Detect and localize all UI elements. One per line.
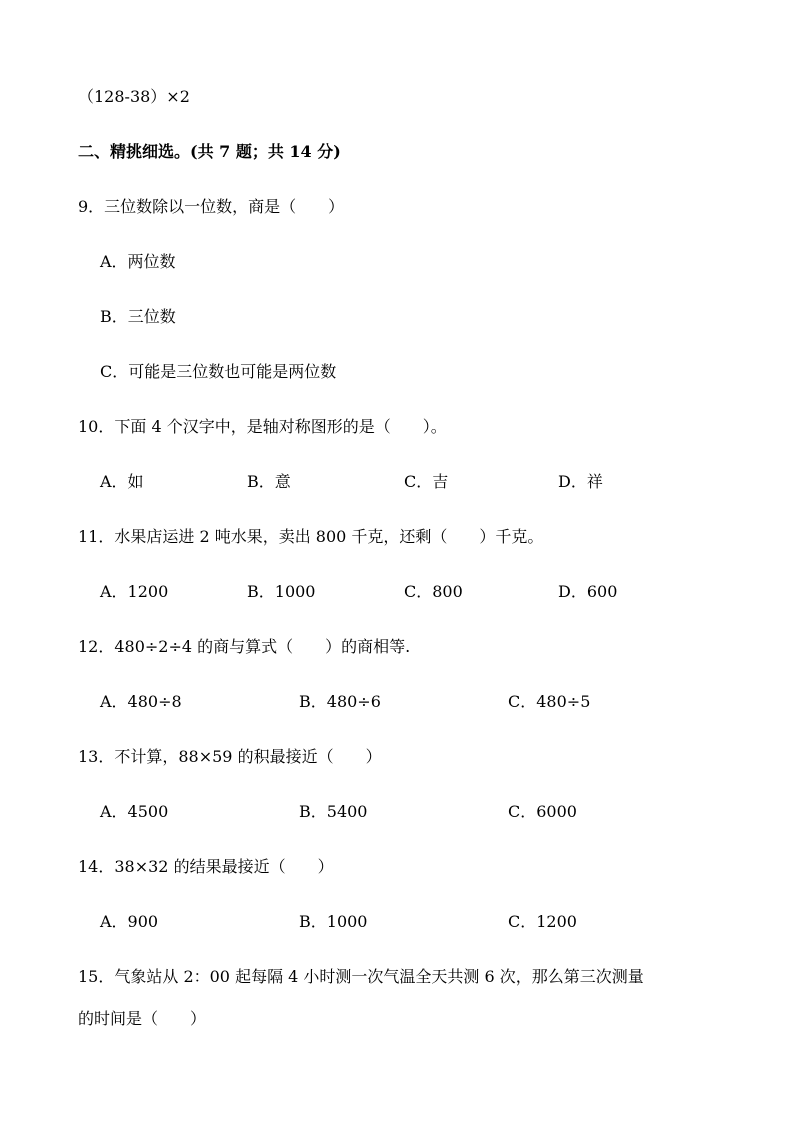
question-9-option-b[interactable]: B．三位数 — [100, 307, 176, 326]
question-10-option-a[interactable]: A．如 — [100, 472, 144, 491]
question-11-option-c[interactable]: C．800 — [404, 582, 463, 601]
question-12-stem: 12．480÷2÷4 的商与算式（ ）的商相等. — [78, 637, 411, 656]
question-13-option-b[interactable]: B．5400 — [299, 802, 368, 821]
question-9-option-a[interactable]: A．两位数 — [100, 252, 176, 271]
question-11-stem: 11．水果店运进 2 吨水果，卖出 800 千克，还剩（ ）千克。 — [78, 527, 544, 546]
question-12-option-a[interactable]: A．480÷8 — [100, 692, 182, 711]
question-10-stem: 10．下面 4 个汉字中，是轴对称图形的是（ ）。 — [78, 417, 447, 436]
question-11-option-a[interactable]: A．1200 — [100, 582, 169, 601]
previous-question-continuation: （128-38）×2 — [78, 87, 190, 106]
question-13-option-a[interactable]: A．4500 — [100, 802, 169, 821]
question-11-option-d[interactable]: D．600 — [558, 582, 618, 601]
question-11-option-b[interactable]: B．1000 — [247, 582, 316, 601]
question-10-option-d[interactable]: D．祥 — [558, 472, 603, 491]
question-10-option-b[interactable]: B．意 — [247, 472, 291, 491]
question-14-option-c[interactable]: C．1200 — [508, 912, 577, 931]
question-10-option-c[interactable]: C．吉 — [404, 472, 449, 491]
question-9-option-c[interactable]: C．可能是三位数也可能是两位数 — [100, 362, 337, 381]
question-14-option-a[interactable]: A．900 — [100, 912, 159, 931]
question-15-stem-line-2: 的时间是（ ） — [78, 1009, 207, 1028]
section-title: 二、精挑细选。(共 7 题；共 14 分) — [78, 142, 341, 161]
question-9-stem: 9．三位数除以一位数，商是（ ） — [78, 197, 345, 216]
question-14-option-b[interactable]: B．1000 — [299, 912, 368, 931]
question-12-option-b[interactable]: B．480÷6 — [299, 692, 381, 711]
question-15-stem-line-1: 15．气象站从 2：00 起每隔 4 小时测一次气温全天共测 6 次，那么第三次测量 — [78, 967, 644, 986]
question-12-option-c[interactable]: C．480÷5 — [508, 692, 591, 711]
question-14-stem: 14．38×32 的结果最接近（ ） — [78, 857, 334, 876]
question-13-stem: 13．不计算，88×59 的积最接近（ ） — [78, 747, 382, 766]
question-13-option-c[interactable]: C．6000 — [508, 802, 577, 821]
